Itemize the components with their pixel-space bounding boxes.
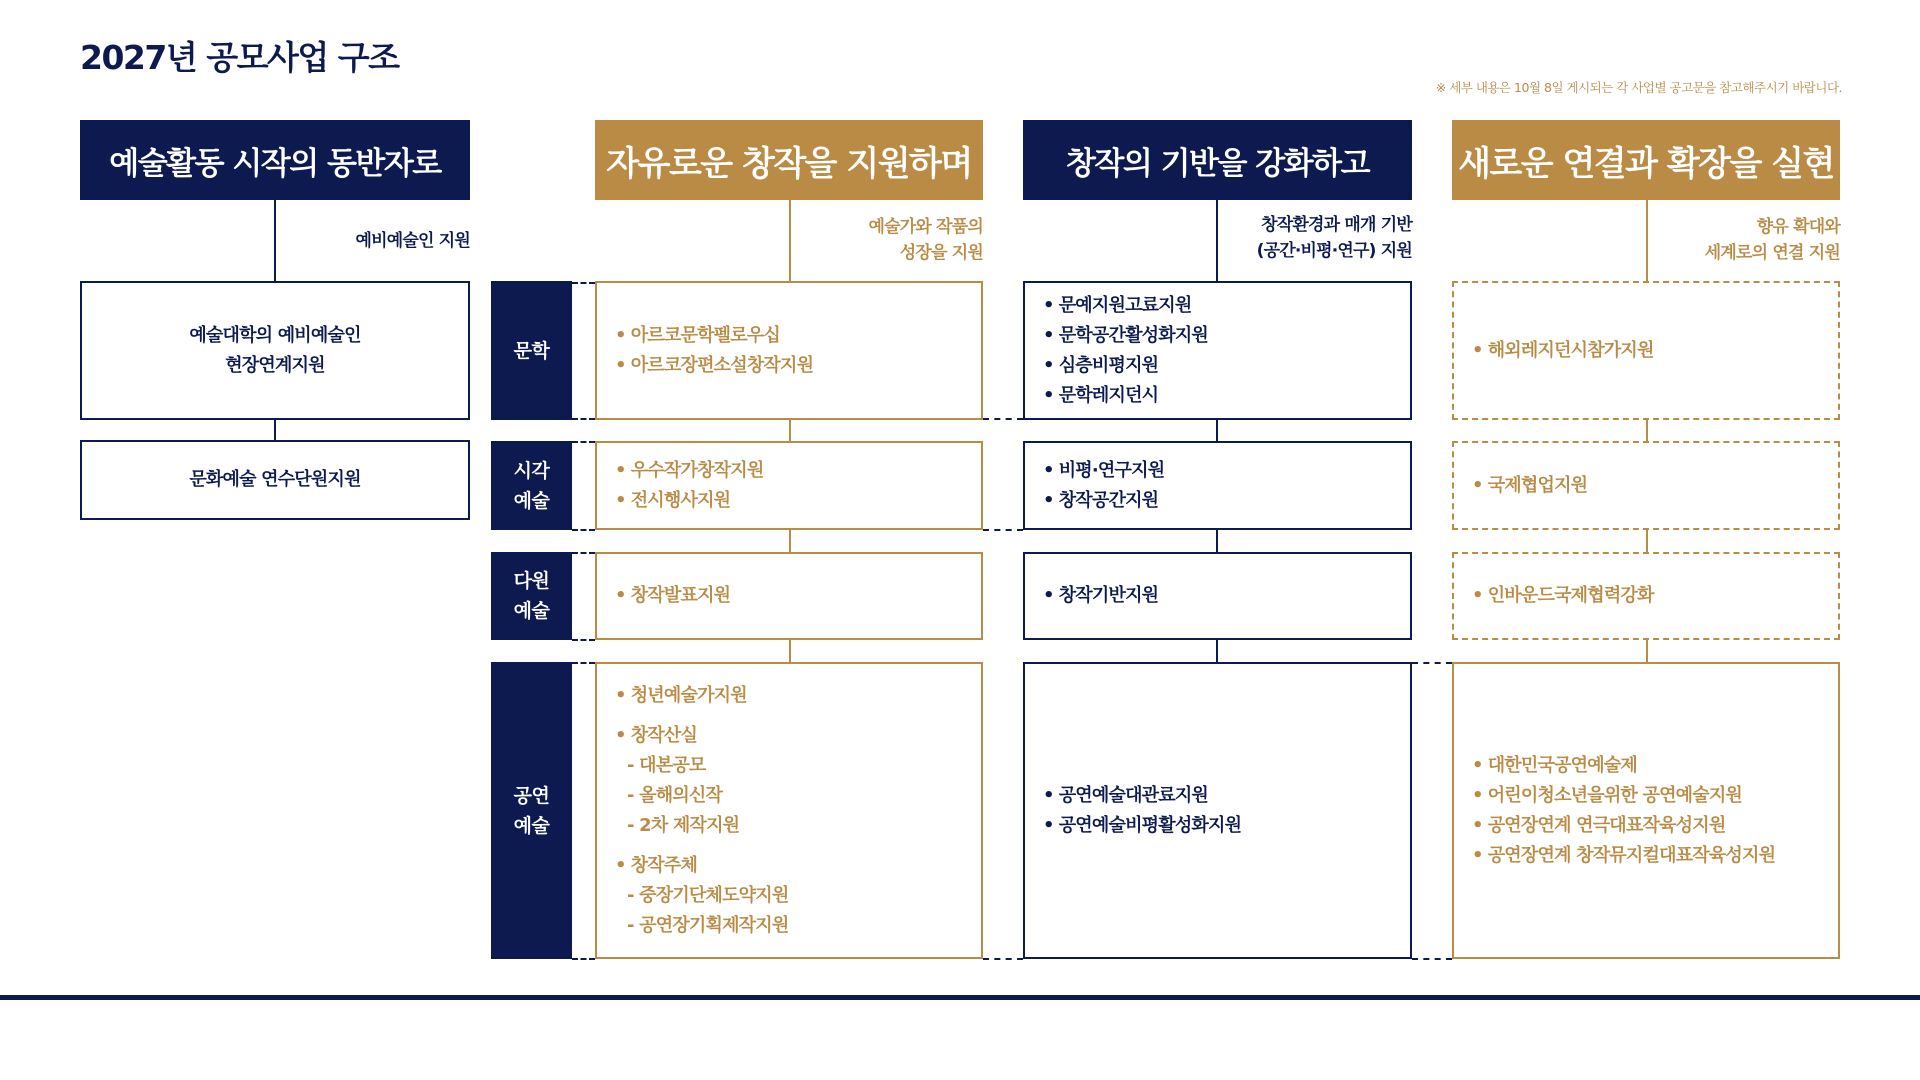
list-item: • 창작발표지원: [615, 585, 731, 606]
connector-line: [1646, 420, 1648, 441]
sub-list-item: - 2차 제작지원: [627, 814, 740, 836]
program-box-base-performing: [1023, 662, 1412, 959]
program-box-connect-multi: [1452, 552, 1840, 640]
sub-label-base: 창작환경과 매개 기반 (공간·비평·연구) 지원: [1256, 215, 1412, 261]
program-box-training: 문화예술 연수단원지원: [80, 440, 470, 520]
sub-label-start: 예비예술인 지원: [355, 231, 470, 251]
connector-line: [274, 200, 276, 281]
genre-label-visual-arts: 시각 예술: [491, 441, 572, 530]
program-box-preartist: 예술대학의 예비예술인 현장연계지원: [80, 281, 470, 420]
list-item: • 우수작가창작지원: [615, 459, 764, 481]
connector-line: [1216, 640, 1218, 662]
list-item: • 창작산실: [615, 724, 698, 746]
list-item: • 대한민국공연예술제: [1472, 754, 1638, 776]
program-box-connect-visual: [1452, 441, 1840, 530]
header-connect: 새로운 연결과 확장을 실현: [1452, 120, 1840, 200]
sub-label-connect: 향유 확대와 세계로의 연결 지원: [1704, 217, 1840, 263]
list-item: • 국제협업지원: [1472, 474, 1588, 496]
sub-label-free: 예술가와 작품의 성장을 지원: [868, 217, 983, 263]
header-free: 자유로운 창작을 지원하며: [595, 120, 983, 200]
program-box-connect-performing: [1452, 662, 1840, 959]
genre-label-multidisciplinary: 다원 예술: [491, 552, 572, 640]
connector-line: [789, 420, 791, 441]
program-box-free-performing: [595, 662, 983, 959]
list-item: • 창작주체: [615, 854, 698, 876]
connector-line: [1646, 640, 1648, 662]
program-box-connect-literature: [1452, 281, 1840, 420]
sub-list-item: - 중장기단체도약지원: [627, 884, 789, 906]
list-item: • 인바운드국제협력강화: [1472, 585, 1654, 606]
list-item: • 창작공간지원: [1043, 489, 1159, 511]
program-box-base-visual: [1023, 441, 1412, 530]
list-item: • 심층비평지원: [1043, 354, 1159, 376]
list-item: • 공연예술대관료지원: [1043, 784, 1209, 806]
program-box-free-literature: [595, 281, 983, 420]
program-box-free-multi: [595, 552, 983, 640]
program-box-free-visual: [595, 441, 983, 530]
list-item: • 아르코장편소설창작지원: [615, 354, 814, 376]
page-title: 2027년 공모사업 구조: [80, 38, 399, 77]
sub-list-item: - 대본공모: [627, 754, 706, 776]
program-box-base-multi: [1023, 552, 1412, 640]
list-item: • 문학레지던시: [1043, 384, 1159, 406]
connector-line: [1216, 530, 1218, 552]
connector-line: [1646, 530, 1648, 552]
connector-line: [789, 640, 791, 662]
genre-label-performing-arts: 공연 예술: [491, 662, 572, 959]
footer-rule: [0, 995, 1920, 1000]
list-item: • 비평·연구지원: [1043, 459, 1165, 481]
connector-line: [1646, 200, 1648, 281]
sub-list-item: - 올해의신작: [627, 784, 723, 806]
connector-line: [789, 530, 791, 552]
list-item: • 해외레지던시참가지원: [1472, 339, 1654, 361]
connector-line: [1216, 420, 1218, 441]
list-item: • 공연장연계 연극대표작육성지원: [1472, 814, 1726, 836]
list-item: • 어린이청소년을위한 공연예술지원: [1472, 784, 1743, 806]
program-box-base-literature: [1023, 281, 1412, 420]
connector-line: [789, 200, 791, 281]
list-item: • 공연예술비평활성화지원: [1043, 814, 1242, 836]
list-item: • 전시행사지원: [615, 489, 731, 511]
connector-line: [274, 420, 276, 440]
header-start: 예술활동 시작의 동반자로: [80, 120, 470, 200]
genre-label-literature: 문학: [491, 281, 572, 420]
header-base: 창작의 기반을 강화하고: [1023, 120, 1412, 200]
list-item: • 창작기반지원: [1043, 585, 1159, 606]
notice-text: ※ 세부 내용은 10월 8일 게시되는 각 사업별 공고문을 참고해주시기 바랍니다.: [1435, 80, 1842, 95]
list-item: • 문학공간활성화지원: [1043, 324, 1209, 346]
connector-line: [1216, 200, 1218, 281]
list-item: • 아르코문학펠로우십: [615, 324, 781, 346]
list-item: • 문예지원고료지원: [1043, 294, 1192, 316]
list-item: • 청년예술가지원: [615, 684, 747, 706]
list-item: • 공연장연계 창작뮤지컬대표작육성지원: [1472, 844, 1776, 866]
sub-list-item: - 공연장기획제작지원: [627, 914, 789, 936]
